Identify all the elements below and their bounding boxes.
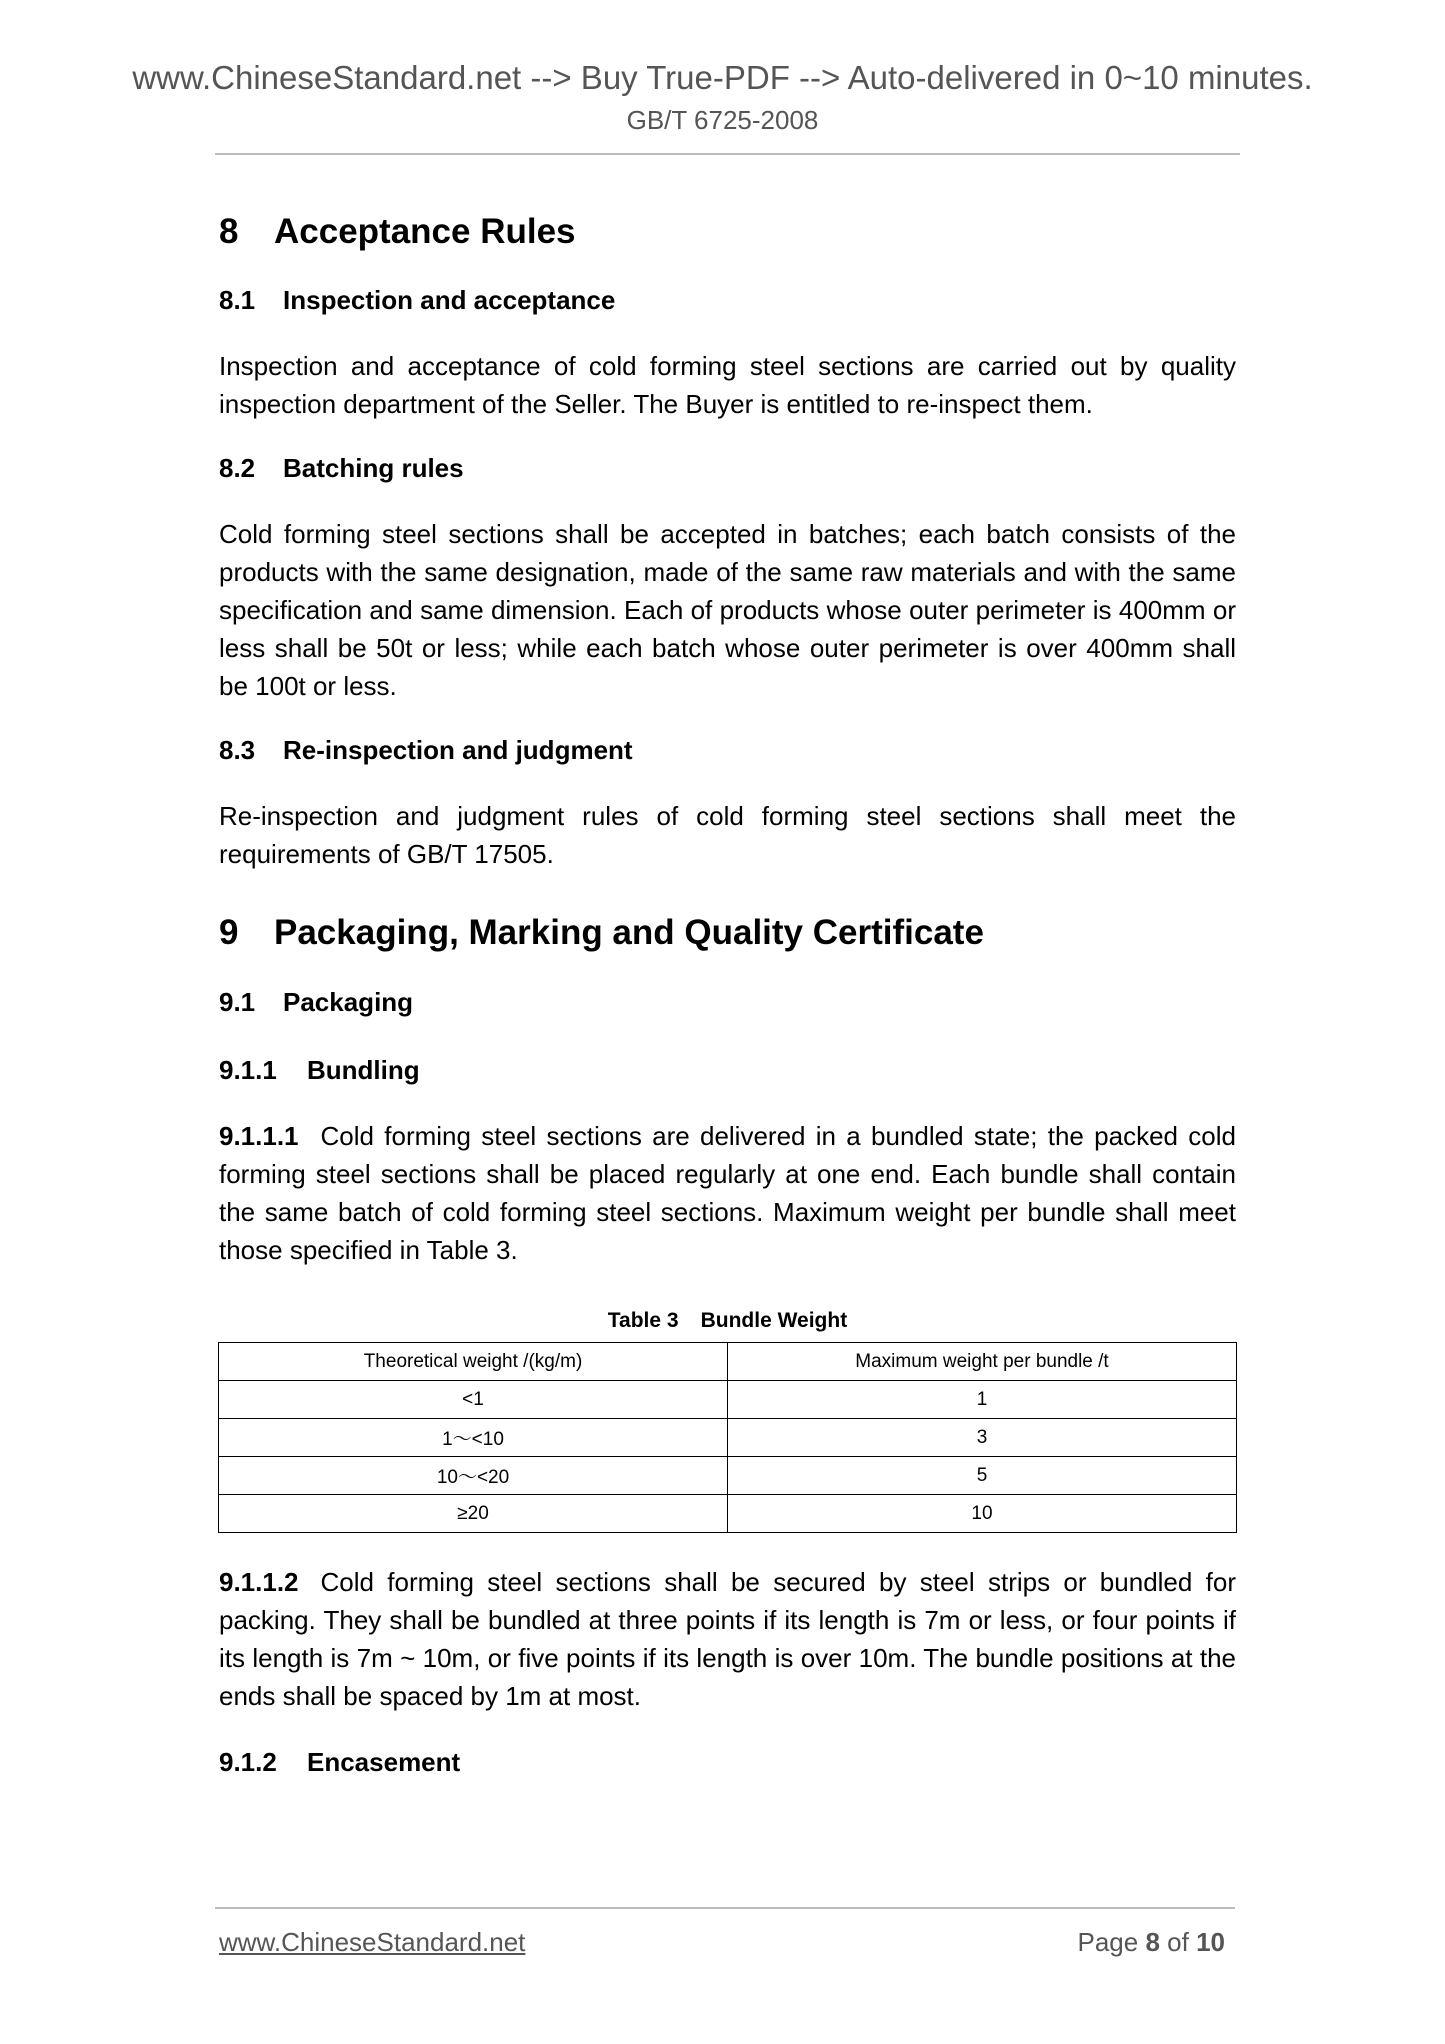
section-number: 8.2 (219, 453, 256, 483)
section-title: Inspection and acceptance (283, 285, 616, 315)
page-prefix: Page (1077, 1927, 1139, 1957)
table-header-row (219, 1343, 1237, 1381)
clause-text: Cold forming steel sections shall be secured by steel strips or bundled for packing. They shall be bundled at three points if its length is 7m or less, or four points if its length is 7m ~ 10m, or five points if its length is over 10m. The bundle positions at the ends shall be spaced by 1m at most. (219, 1567, 1236, 1711)
table-title: Bundle Weight (700, 1309, 848, 1332)
table-label: Table 3 (607, 1309, 679, 1332)
clause-9-1-1-1 (219, 1117, 1236, 1269)
footer-divider (215, 1907, 1235, 1909)
section-number: 9.1.2 (219, 1747, 277, 1777)
table-cell: 10 (728, 1495, 1237, 1533)
section-title: Bundling (307, 1055, 420, 1085)
section-title: Packaging, Marking and Quality Certificate (274, 913, 984, 952)
section-number: 8 (219, 212, 239, 251)
section-8-1-heading (219, 283, 1236, 317)
table-cell: 1～<10 (219, 1419, 728, 1457)
section-8-2-heading (219, 451, 1236, 485)
table-cell: <1 (219, 1381, 728, 1419)
section-8-3-heading (219, 733, 1236, 767)
section-8-1-text: Inspection and acceptance of cold forming steel sections are carried out by quality inspection department of the Seller. The Buyer is entitled to re-inspect them. (219, 351, 1236, 419)
table-cell: 3 (728, 1419, 1237, 1457)
page-number (1077, 1926, 1225, 1958)
section-9-1-2-heading (219, 1745, 1236, 1779)
section-number: 8.1 (219, 285, 256, 315)
table-cell: 10～<20 (219, 1457, 728, 1495)
footer-website-link[interactable]: www.ChineseStandard.net (219, 1927, 526, 1957)
table-header-cell: Maximum weight per bundle /t (728, 1343, 1237, 1381)
table-row (219, 1381, 1237, 1419)
section-8-2-text: Cold forming steel sections shall be accepted in batches; each batch consists of the products with the same designation, made of the same raw materials and with the same specification and same dimension. Each of products whose outer perimeter is 400mm or less shall be 50t or less; while each batch whose outer perimeter is over 400mm shall be 100t or less. (219, 519, 1236, 701)
header-divider (215, 153, 1240, 155)
total-pages: 10 (1196, 1927, 1225, 1957)
section-9-heading (219, 911, 1236, 955)
section-9-1-heading (219, 985, 1236, 1019)
section-title: Batching rules (283, 453, 464, 483)
table-row (219, 1495, 1237, 1533)
section-number: 9.1.1 (219, 1055, 277, 1085)
table-row (219, 1457, 1237, 1495)
table-cell: ≥20 (219, 1495, 728, 1533)
section-title: Re-inspection and judgment (283, 735, 633, 765)
header-banner[interactable]: www.ChineseStandard.net --> Buy True-PDF --> Auto-delivered in 0~10 minutes. (132, 59, 1313, 96)
page-content (219, 210, 1236, 1779)
section-9-1-1-heading (219, 1053, 1236, 1087)
table-cell: 1 (728, 1381, 1237, 1419)
section-8-heading (219, 210, 1236, 254)
table-3-caption (219, 1307, 1236, 1335)
section-title: Packaging (283, 987, 414, 1017)
table-header-cell: Theoretical weight /(kg/m) (219, 1343, 728, 1381)
page-of: of (1167, 1927, 1189, 1957)
section-title: Acceptance Rules (274, 212, 576, 251)
table-row (219, 1419, 1237, 1457)
current-page: 8 (1145, 1927, 1160, 1957)
section-number: 9.1 (219, 987, 256, 1017)
section-title: Encasement (307, 1747, 461, 1777)
section-8-3-text: Re-inspection and judgment rules of cold forming steel sections shall meet the requirements of GB/T 17505. (219, 801, 1236, 869)
clause-text: Cold forming steel sections are delivered in a bundled state; the packed cold forming steel sections shall be placed regularly at one end. Each bundle shall contain the same batch of cold forming steel sections. Maximum weight per bundle shall meet those specified in Table 3. (219, 1121, 1236, 1265)
clause-9-1-1-2 (219, 1563, 1236, 1715)
clause-number: 9.1.1.1 (219, 1121, 299, 1151)
section-number: 8.3 (219, 735, 256, 765)
bundle-weight-table (218, 1342, 1237, 1533)
table-cell: 5 (728, 1457, 1237, 1495)
header-standard-number: GB/T 6725-2008 (626, 105, 819, 135)
clause-number: 9.1.1.2 (219, 1567, 299, 1597)
section-number: 9 (219, 913, 239, 952)
